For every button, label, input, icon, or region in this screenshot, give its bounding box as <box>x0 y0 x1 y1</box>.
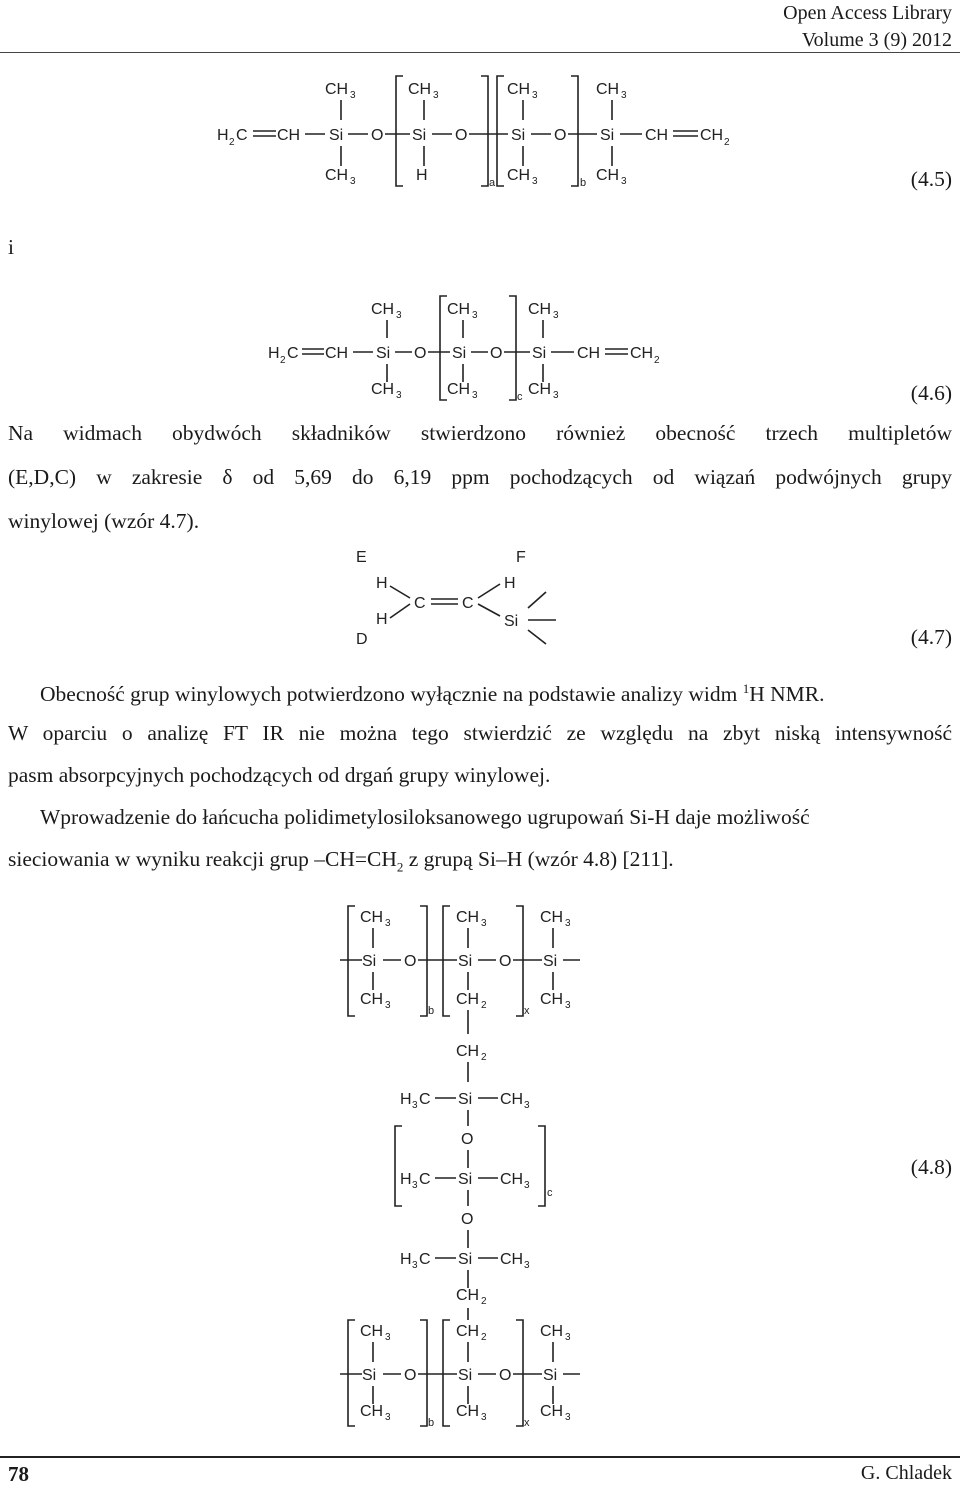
subscript-2: 2 <box>396 859 404 875</box>
svg-text:CH: CH <box>507 167 531 184</box>
svg-text:CH: CH <box>528 381 552 398</box>
svg-text:Si: Si <box>511 127 526 144</box>
svg-text:3: 3 <box>524 1260 530 1271</box>
footer-rule <box>0 1456 960 1458</box>
svg-text:3: 3 <box>481 1412 487 1423</box>
svg-text:3: 3 <box>412 1180 418 1191</box>
svg-text:O: O <box>461 1131 474 1148</box>
svg-text:Si: Si <box>458 1171 473 1188</box>
svg-text:b: b <box>428 1417 435 1429</box>
svg-text:Si: Si <box>412 127 427 144</box>
svg-text:3: 3 <box>385 1412 391 1423</box>
svg-text:CH: CH <box>528 301 552 318</box>
svg-text:c: c <box>547 1187 553 1199</box>
svg-text:CH: CH <box>456 1403 480 1420</box>
formula-4-5 <box>0 60 960 200</box>
conjunction-text: i <box>8 235 14 259</box>
svg-text:3: 3 <box>385 1332 391 1343</box>
journal-volume: Volume 3 (9) 2012 <box>801 29 952 51</box>
svg-text:Si: Si <box>504 613 519 630</box>
svg-text:3: 3 <box>524 1100 530 1111</box>
svg-text:H: H <box>268 345 280 362</box>
svg-text:x: x <box>524 1005 530 1017</box>
svg-text:3: 3 <box>532 90 538 101</box>
paragraph-2-text: Obecność grup winylowych potwierdzono wyłącznie na podstawie analizy widm <box>40 682 743 707</box>
svg-text:CH: CH <box>456 1043 480 1060</box>
svg-text:CH: CH <box>507 81 531 98</box>
svg-text:C: C <box>236 127 248 144</box>
svg-text:3: 3 <box>350 176 356 187</box>
svg-text:CH: CH <box>500 1091 524 1108</box>
paragraph-4-line-2 <box>8 846 674 880</box>
running-header <box>783 0 952 54</box>
svg-text:CH: CH <box>596 167 620 184</box>
svg-text:F: F <box>516 549 526 566</box>
svg-text:3: 3 <box>481 918 487 929</box>
svg-text:Si: Si <box>458 953 473 970</box>
svg-text:CH: CH <box>408 81 432 98</box>
svg-text:C: C <box>419 1251 431 1268</box>
svg-text:c: c <box>517 391 523 403</box>
equation-number-4-8: (4.8) <box>910 1155 952 1179</box>
svg-text:3: 3 <box>350 90 356 101</box>
svg-text:CH: CH <box>596 81 620 98</box>
paragraph-2-line-1 <box>40 676 825 707</box>
svg-text:H: H <box>376 611 388 628</box>
svg-text:H: H <box>376 575 388 592</box>
journal-name: Open Access Library <box>783 2 952 24</box>
svg-text:2: 2 <box>481 1052 487 1063</box>
svg-text:CH: CH <box>360 991 384 1008</box>
svg-text:3: 3 <box>472 310 478 321</box>
paragraph-1-line-3: winylowej (wzór 4.7). <box>8 509 200 533</box>
svg-text:E: E <box>356 549 367 566</box>
paragraph-4-line-1: Wprowadzenie do łańcucha polidimetylosiloksanowego ugrupowań Si-H daje możliwość <box>40 805 810 829</box>
svg-text:H: H <box>400 1171 412 1188</box>
svg-text:CH: CH <box>540 1403 564 1420</box>
svg-text:3: 3 <box>524 1180 530 1191</box>
equation-number-4-7: (4.7) <box>910 625 952 649</box>
svg-text:CH: CH <box>577 345 601 362</box>
paragraph-4-text-end: z grupą Si–H (wzór 4.8) [211]. <box>403 847 674 871</box>
svg-text:C: C <box>414 595 426 612</box>
svg-text:CH: CH <box>360 1323 384 1340</box>
svg-text:3: 3 <box>532 176 538 187</box>
svg-text:2: 2 <box>481 1332 487 1343</box>
svg-text:Si: Si <box>543 953 558 970</box>
svg-text:O: O <box>554 127 567 144</box>
svg-text:Si: Si <box>329 127 344 144</box>
svg-text:3: 3 <box>396 390 402 401</box>
svg-text:3: 3 <box>472 390 478 401</box>
svg-text:H: H <box>504 575 516 592</box>
paragraph-1-line-1: Na widmach obydwóch składników stwierdzono również obecność trzech multipletów <box>8 421 952 445</box>
svg-text:D: D <box>356 631 368 648</box>
svg-text:CH: CH <box>360 909 384 926</box>
svg-text:O: O <box>461 1211 474 1228</box>
paragraph-3-line-2: pasm absorpcyjnych pochodzących od drgań grupy winylowej. <box>8 763 551 787</box>
svg-text:H: H <box>400 1091 412 1108</box>
svg-text:3: 3 <box>385 1000 391 1011</box>
paragraph-1-line-2: (E,D,C) w zakresie δ od 5,69 do 6,19 ppm pochodzących od wiązań podwójnych grupy <box>8 465 952 489</box>
svg-text:CH: CH <box>447 381 471 398</box>
equation-number-4-6: (4.6) <box>910 381 952 405</box>
svg-text:2: 2 <box>724 137 730 148</box>
svg-text:CH: CH <box>540 909 564 926</box>
svg-text:Si: Si <box>532 345 547 362</box>
svg-text:3: 3 <box>553 310 559 321</box>
svg-text:CH: CH <box>500 1251 524 1268</box>
svg-text:CH: CH <box>540 991 564 1008</box>
svg-text:Si: Si <box>458 1091 473 1108</box>
paragraph-4-text: sieciowania w wyniku reakcji grup –CH=CH <box>8 847 397 871</box>
paragraph-3-line-1: W oparciu o analizę FT IR nie można tego stwierdzić ze względu na zbyt niską intensywność <box>8 721 952 745</box>
svg-text:3: 3 <box>553 390 559 401</box>
svg-text:Si: Si <box>362 1367 377 1384</box>
footer-author: G. Chladek <box>860 1462 952 1484</box>
svg-text:CH: CH <box>645 127 669 144</box>
svg-text:b: b <box>428 1005 435 1017</box>
svg-text:H: H <box>416 167 428 184</box>
svg-text:2: 2 <box>481 1000 487 1011</box>
superscript-1: 1 <box>742 681 750 696</box>
svg-text:C: C <box>287 345 299 362</box>
svg-text:x: x <box>524 1417 530 1429</box>
svg-text:3: 3 <box>385 918 391 929</box>
svg-text:C: C <box>419 1091 431 1108</box>
svg-text:2: 2 <box>229 137 235 148</box>
svg-text:3: 3 <box>565 1000 571 1011</box>
svg-text:3: 3 <box>412 1100 418 1111</box>
svg-text:CH: CH <box>360 1403 384 1420</box>
svg-text:C: C <box>462 595 474 612</box>
svg-text:CH: CH <box>325 81 349 98</box>
svg-text:H: H <box>217 127 229 144</box>
svg-text:CH: CH <box>325 345 349 362</box>
svg-text:Si: Si <box>452 345 467 362</box>
page-number: 78 <box>8 1462 29 1486</box>
svg-text:3: 3 <box>412 1260 418 1271</box>
header-rule <box>0 52 960 53</box>
svg-text:O: O <box>499 1367 512 1384</box>
svg-text:CH: CH <box>500 1171 524 1188</box>
svg-text:H: H <box>400 1251 412 1268</box>
svg-text:Si: Si <box>543 1367 558 1384</box>
formula-4-7 <box>0 540 960 650</box>
svg-text:Si: Si <box>458 1251 473 1268</box>
svg-text:3: 3 <box>565 1332 571 1343</box>
svg-text:Si: Si <box>376 345 391 362</box>
svg-text:O: O <box>499 953 512 970</box>
svg-text:CH: CH <box>456 1323 480 1340</box>
svg-text:b: b <box>580 177 587 189</box>
svg-text:3: 3 <box>565 1412 571 1423</box>
svg-text:O: O <box>490 345 503 362</box>
svg-text:CH: CH <box>371 381 395 398</box>
paragraph-2-text-end: H NMR. <box>749 682 825 707</box>
svg-text:O: O <box>404 953 417 970</box>
svg-text:CH: CH <box>630 345 654 362</box>
svg-text:3: 3 <box>621 176 627 187</box>
svg-text:CH: CH <box>540 1323 564 1340</box>
svg-text:O: O <box>414 345 427 362</box>
svg-text:CH: CH <box>447 301 471 318</box>
svg-text:CH: CH <box>371 301 395 318</box>
svg-text:2: 2 <box>654 355 660 366</box>
svg-text:CH: CH <box>277 127 301 144</box>
svg-text:O: O <box>371 127 384 144</box>
svg-text:O: O <box>404 1367 417 1384</box>
formula-4-8 <box>0 896 960 1436</box>
formula-4-6 <box>0 290 960 410</box>
svg-text:2: 2 <box>280 355 286 366</box>
svg-text:3: 3 <box>433 90 439 101</box>
svg-text:Si: Si <box>600 127 615 144</box>
svg-text:Si: Si <box>362 953 377 970</box>
svg-text:CH: CH <box>325 167 349 184</box>
svg-text:CH: CH <box>456 991 480 1008</box>
svg-text:O: O <box>455 127 468 144</box>
svg-text:2: 2 <box>481 1296 487 1307</box>
svg-text:3: 3 <box>565 918 571 929</box>
svg-text:Si: Si <box>458 1367 473 1384</box>
svg-text:CH: CH <box>700 127 724 144</box>
svg-text:3: 3 <box>396 310 402 321</box>
svg-text:CH: CH <box>456 909 480 926</box>
svg-text:3: 3 <box>621 90 627 101</box>
svg-text:CH: CH <box>456 1287 480 1304</box>
svg-text:C: C <box>419 1171 431 1188</box>
svg-text:a: a <box>489 177 496 189</box>
equation-number-4-5: (4.5) <box>910 167 952 191</box>
